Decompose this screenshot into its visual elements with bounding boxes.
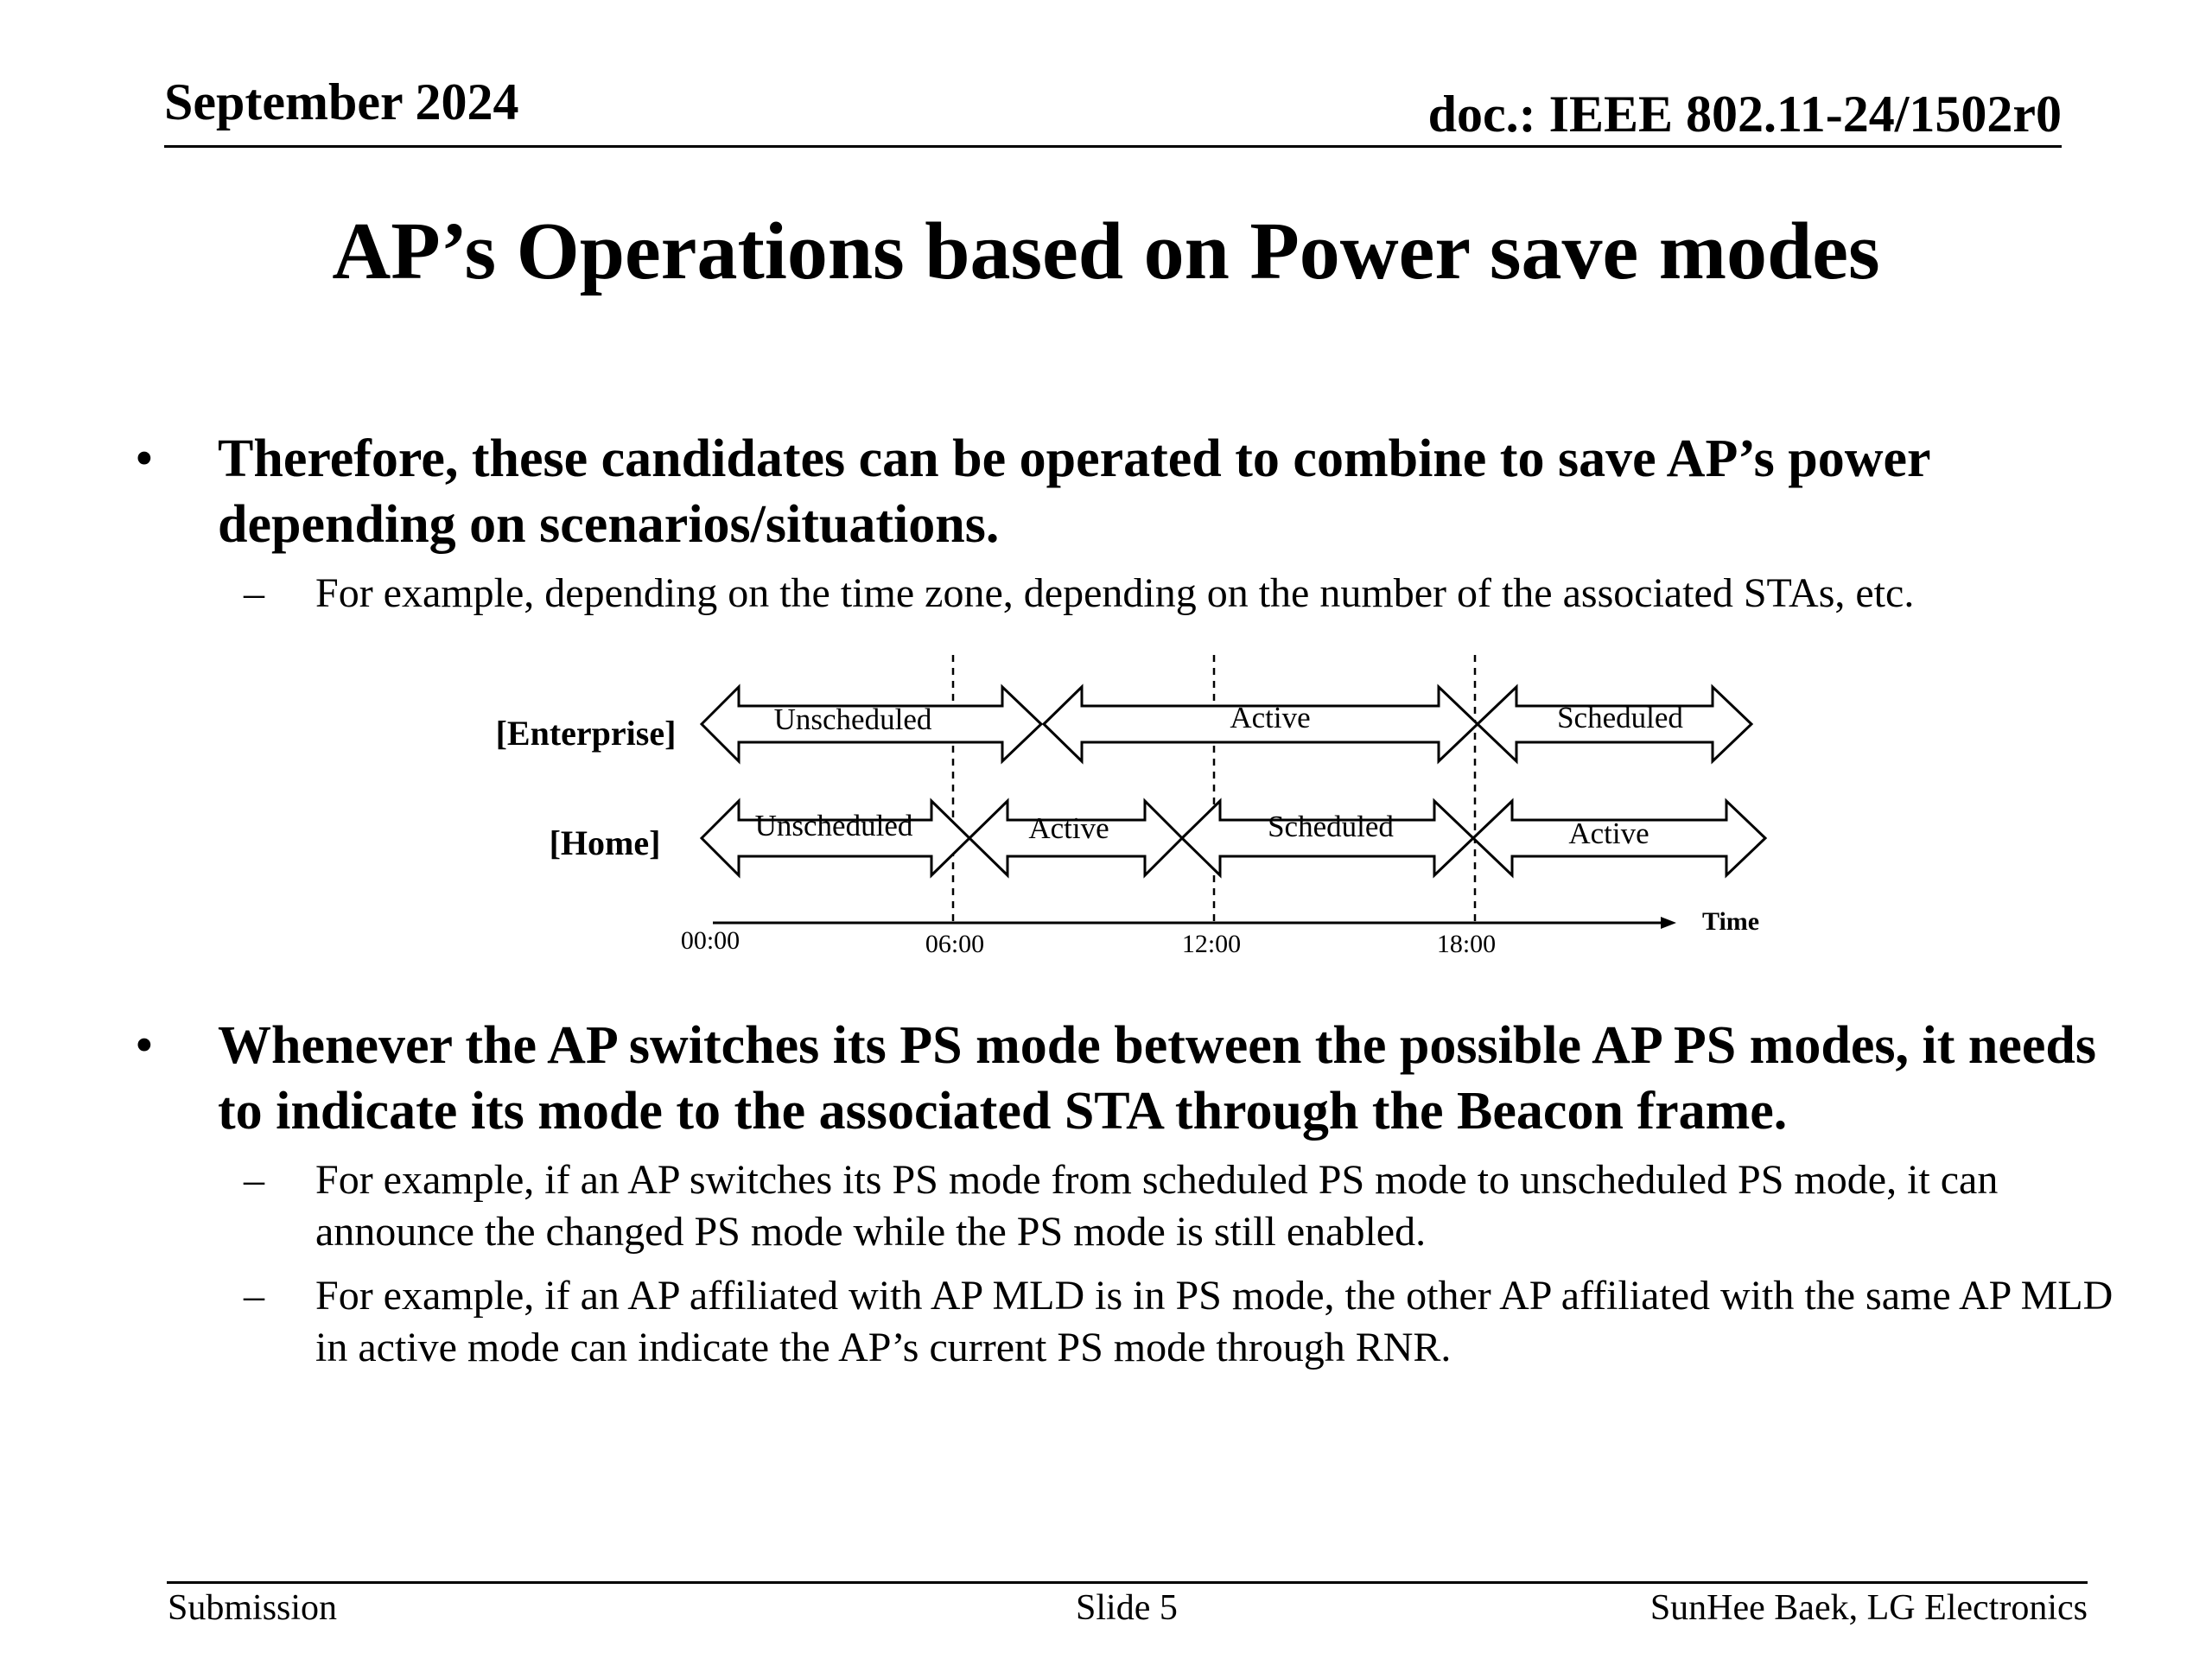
sub-dash: – bbox=[244, 1273, 264, 1319]
segment-label: Scheduled bbox=[1557, 701, 1683, 734]
bullet-block-1 bbox=[130, 426, 2126, 620]
sub-bullet-2-1-text: For example, if an AP switches its PS mode from scheduled PS mode to unscheduled PS mode, it can announce the changed PS mode while the PS mode is still enabled. bbox=[315, 1157, 1999, 1255]
row-label-home: [Home] bbox=[549, 823, 661, 862]
segment-scheduled bbox=[1478, 687, 1751, 761]
header-doc-id: doc.: IEEE 802.11-24/1502r0 bbox=[1427, 86, 2062, 143]
footer-slide-number: Slide 5 bbox=[1076, 1588, 1178, 1628]
bullet-1 bbox=[130, 426, 2126, 557]
row-label-enterprise: [Enterprise] bbox=[495, 714, 677, 753]
sub-bullet-2-2 bbox=[130, 1270, 2126, 1374]
bullet-dot: • bbox=[135, 429, 154, 488]
segment-label: Scheduled bbox=[1268, 810, 1394, 843]
tick-label: 18:00 bbox=[1436, 930, 1497, 958]
segment-label: Active bbox=[1568, 817, 1649, 850]
footer-author: SunHee Baek, LG Electronics bbox=[1649, 1588, 2088, 1628]
segment-unscheduled bbox=[702, 687, 1041, 761]
segment-label: Unscheduled bbox=[754, 809, 913, 842]
segment-scheduled bbox=[1182, 801, 1473, 875]
sub-bullet-2-1 bbox=[130, 1154, 2126, 1258]
slide-title: AP’s Operations based on Power save modes bbox=[332, 207, 1880, 296]
bullet-block-2 bbox=[130, 1013, 2126, 1374]
segment-active bbox=[969, 801, 1182, 875]
sub-bullet-2-2-text: For example, if an AP affiliated with AP MLD is in PS mode, the other AP affiliated with the same AP MLD in active mode can indicate the AP’s current PS mode through RNR. bbox=[315, 1273, 2113, 1370]
tick-label: 12:00 bbox=[1181, 930, 1242, 958]
header-date: September 2024 bbox=[164, 73, 519, 130]
sub-dash: – bbox=[244, 1157, 264, 1203]
bullet-dot: • bbox=[135, 1016, 154, 1075]
home-row bbox=[702, 801, 1765, 875]
time-axis bbox=[681, 907, 1759, 958]
sub-bullet-1-1-text: For example, depending on the time zone, depending on the number of the associated STAs, etc. bbox=[315, 570, 1915, 616]
segment-active bbox=[1044, 687, 1478, 761]
time-divider-lines bbox=[953, 655, 1475, 925]
power-save-timeline-diagram bbox=[0, 639, 2212, 976]
header-rule bbox=[164, 145, 2062, 148]
bullet-1-text: Therefore, these candidates can be operated to combine to save AP’s power depending on scenarios/situations. bbox=[218, 429, 1930, 554]
footer-submission: Submission bbox=[168, 1588, 338, 1628]
tick-label: 06:00 bbox=[925, 930, 985, 958]
bullet-2-text: Whenever the AP switches its PS mode between the possible AP PS modes, it needs to indicate its mode to the associated STA through the Beacon frame. bbox=[218, 1016, 2096, 1141]
enterprise-row bbox=[702, 687, 1751, 761]
bullet-2 bbox=[130, 1013, 2126, 1144]
axis-arrowhead bbox=[1661, 917, 1676, 929]
sub-dash: – bbox=[244, 570, 264, 616]
axis-time-label: Time bbox=[1702, 907, 1760, 936]
segment-label: Active bbox=[1230, 701, 1311, 734]
segment-unscheduled bbox=[702, 801, 969, 875]
footer-rule bbox=[167, 1581, 2088, 1584]
segment-label: Unscheduled bbox=[773, 702, 932, 736]
tick-label: 00:00 bbox=[680, 926, 741, 955]
segment-label: Active bbox=[1028, 811, 1109, 845]
sub-bullet-1-1 bbox=[130, 568, 2126, 620]
segment-active bbox=[1473, 801, 1765, 875]
